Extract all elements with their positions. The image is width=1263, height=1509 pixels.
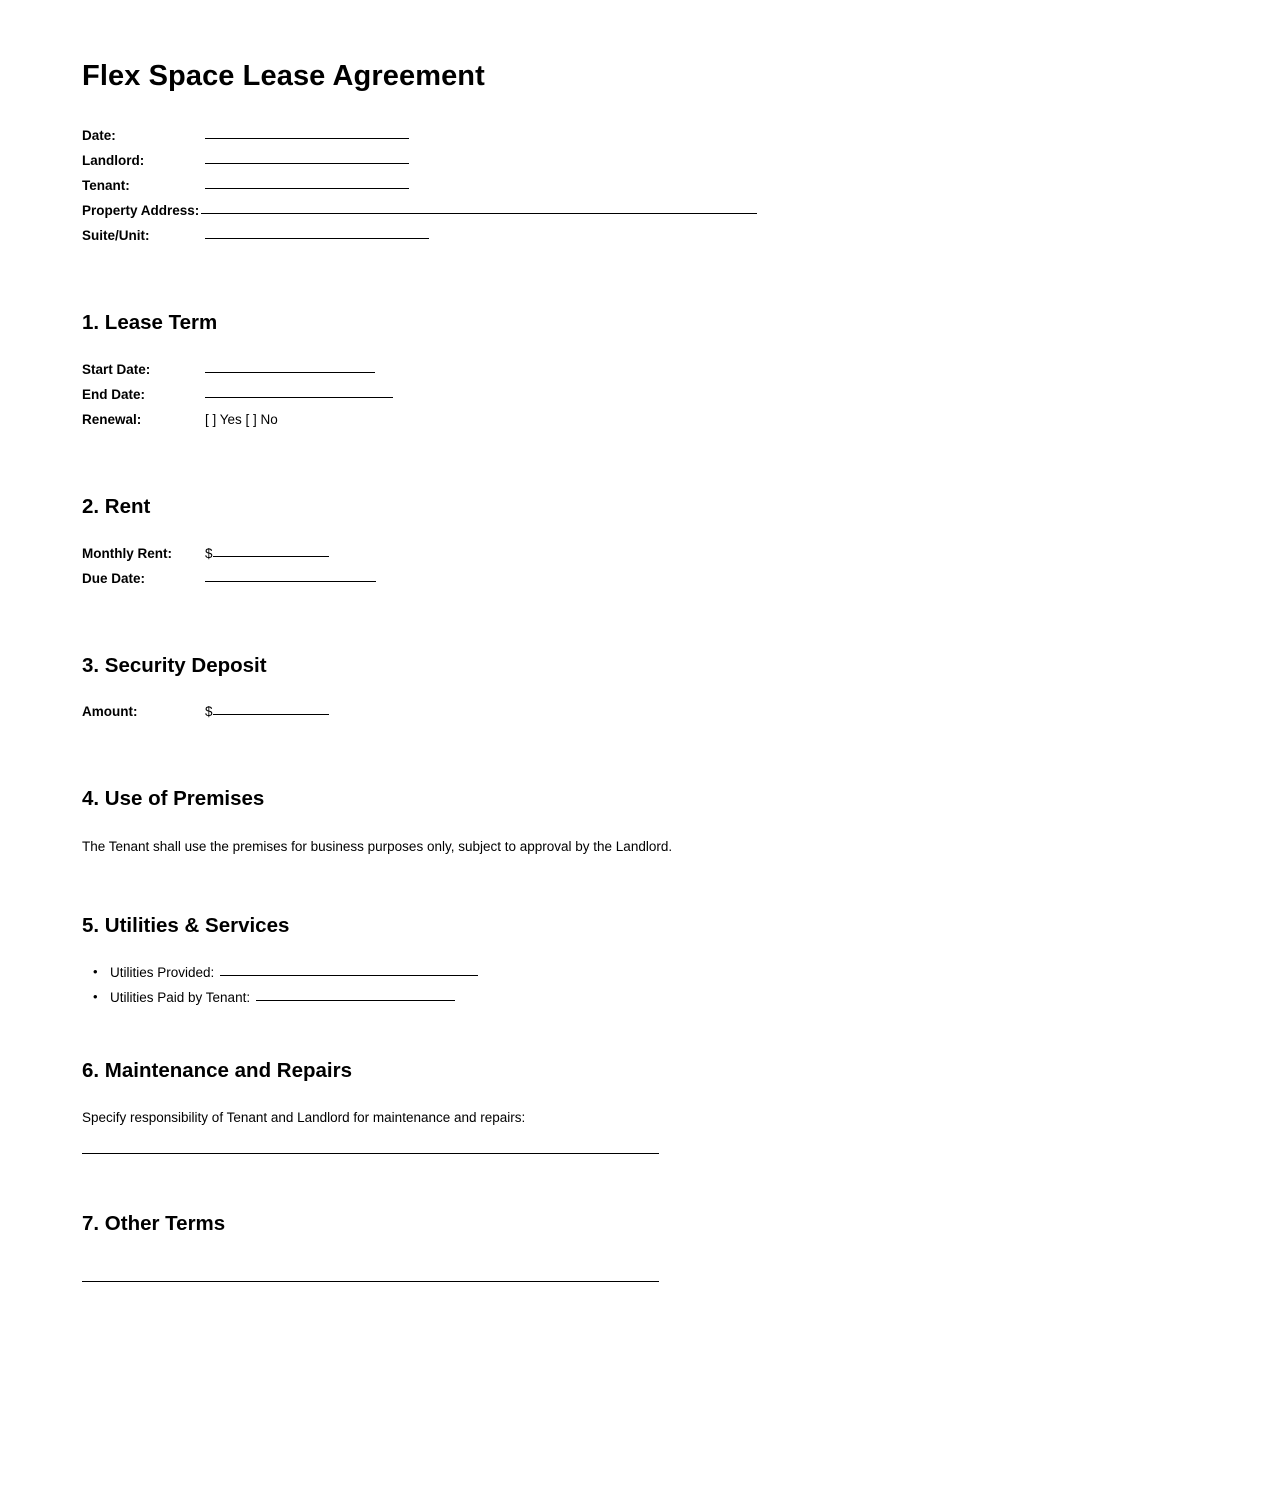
end-date-value[interactable]: [205, 387, 393, 399]
document-content: [82, 60, 1182, 1282]
spacer: [82, 856, 1182, 914]
date-label: Date:: [82, 128, 116, 144]
field-row-renewal: [82, 412, 1182, 437]
deposit-currency-symbol: $: [205, 704, 213, 720]
property-address-label: Property Address:: [82, 203, 200, 219]
tenant-label: Tenant:: [82, 178, 130, 194]
utilities-paid-by-tenant-label: • Utilities Paid by Tenant:: [110, 989, 251, 1005]
landlord-value[interactable]: [205, 153, 409, 165]
end-date-label: End Date:: [82, 387, 146, 403]
start-date-label: Start Date:: [82, 362, 151, 378]
section-heading-utilities-services: 5. Utilities & Services: [82, 914, 290, 938]
utilities-list: [82, 965, 1182, 1015]
field-row-property-address: [82, 203, 1182, 228]
field-row-date: [82, 128, 1182, 153]
spacer: [82, 1127, 1182, 1153]
due-date-label: Due Date:: [82, 570, 146, 586]
spacer: [82, 1015, 1182, 1059]
list-item: [110, 990, 1182, 1015]
section-heading-maintenance-repairs: 6. Maintenance and Repairs: [82, 1058, 353, 1082]
date-blank-rule[interactable]: [205, 127, 409, 139]
monthly-rent-value[interactable]: [205, 546, 329, 561]
landlord-blank-rule[interactable]: [205, 152, 409, 164]
spacer: [82, 1083, 1182, 1109]
suite-unit-blank-rule[interactable]: [205, 227, 429, 239]
spacer: [82, 253, 1182, 311]
property-address-blank-rule[interactable]: [201, 202, 757, 214]
due-date-blank-rule[interactable]: [205, 570, 376, 582]
spacer: [82, 1237, 1182, 1281]
section-heading-lease-term: 1. Lease Term: [82, 311, 218, 335]
start-date-blank-rule[interactable]: [205, 361, 375, 373]
maintenance-repairs-paragraph: Specify responsibility of Tenant and Landlord for maintenance and repairs:: [82, 1110, 526, 1126]
monthly-rent-label: Monthly Rent:: [82, 545, 172, 561]
utilities-provided-blank-rule[interactable]: [220, 964, 478, 976]
due-date-value[interactable]: [205, 571, 376, 583]
renewal-checkbox-options[interactable]: [ ] Yes [ ] No: [205, 412, 278, 428]
spacer: [82, 596, 1182, 654]
end-date-blank-rule[interactable]: [205, 386, 393, 398]
suite-unit-value[interactable]: [205, 228, 429, 240]
security-deposit-fields: [82, 704, 1182, 729]
header-fields-block: [82, 128, 1182, 253]
rent-fields: [82, 546, 1182, 596]
suite-unit-label: Suite/Unit:: [82, 228, 150, 244]
section-heading-security-deposit: 3. Security Deposit: [82, 653, 267, 677]
deposit-amount-label: Amount:: [82, 704, 138, 720]
field-row-suite-unit: [82, 228, 1182, 253]
field-row-tenant: [82, 178, 1182, 203]
page-title: Flex Space Lease Agreement: [82, 60, 485, 92]
tenant-value[interactable]: [205, 178, 409, 190]
utilities-provided-label: • Utilities Provided:: [110, 964, 215, 980]
utilities-paid-by-tenant-blank-rule[interactable]: [256, 989, 455, 1001]
monthly-rent-blank-rule[interactable]: [213, 545, 329, 557]
field-row-monthly-rent: [82, 546, 1182, 571]
landlord-label: Landlord:: [82, 153, 145, 169]
tenant-blank-rule[interactable]: [205, 177, 409, 189]
deposit-amount-value[interactable]: [205, 704, 329, 719]
spacer: [82, 939, 1182, 965]
use-of-premises-paragraph: The Tenant shall use the premises for business purposes only, subject to approval by the Landlord.: [82, 838, 673, 854]
renewal-label: Renewal:: [82, 412, 142, 428]
section-heading-other-terms: 7. Other Terms: [82, 1212, 226, 1236]
field-row-start-date: [82, 362, 1182, 387]
property-address-value[interactable]: [201, 203, 757, 215]
spacer: [82, 678, 1182, 704]
date-value[interactable]: [205, 128, 409, 140]
lease-term-fields: [82, 362, 1182, 437]
spacer: [82, 437, 1182, 495]
spacer: [82, 336, 1182, 362]
spacer: [82, 729, 1182, 787]
spacer: [82, 1154, 1182, 1212]
deposit-amount-blank-rule[interactable]: [213, 703, 329, 715]
field-row-landlord: [82, 153, 1182, 178]
list-item: [110, 965, 1182, 990]
field-row-due-date: [82, 571, 1182, 596]
start-date-value[interactable]: [205, 362, 375, 374]
spacer: [82, 812, 1182, 838]
other-terms-answer-rule[interactable]: [82, 1281, 659, 1282]
field-row-end-date: [82, 387, 1182, 412]
monthly-rent-currency-symbol: $: [205, 545, 213, 561]
section-heading-rent: 2. Rent: [82, 495, 151, 519]
spacer: [82, 520, 1182, 546]
section-heading-use-of-premises: 4. Use of Premises: [82, 787, 265, 811]
field-row-deposit-amount: [82, 704, 1182, 729]
